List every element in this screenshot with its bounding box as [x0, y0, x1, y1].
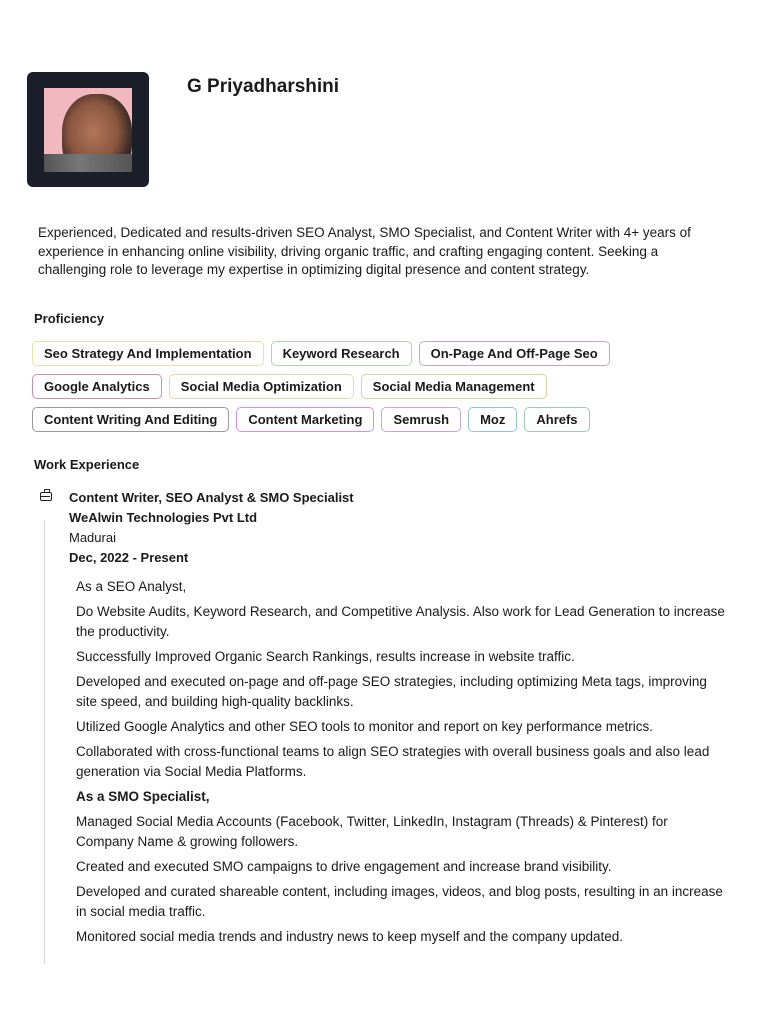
skill-chip: Keyword Research — [271, 341, 412, 366]
briefcase-icon — [40, 492, 52, 501]
job-bullet: As a SEO Analyst, — [76, 579, 187, 594]
skill-chip-list — [32, 341, 692, 432]
profile-summary: Experienced, Dedicated and results-driven SEO Analyst, SMO Specialist, and Content Writer with 4+ years of experience in enhancing online visibility, driving organic traffic, and crafting engaging content. Seeking a challenging role to leverage my expertise in optimizing digital presence and content strategy. — [38, 225, 691, 277]
profile-photo-shirt — [44, 154, 132, 172]
job-bullet: Developed and executed on-page and off-page SEO strategies, including optimizing Meta tags, improving site speed, and building high-quality backlinks. — [76, 674, 707, 709]
skill-chip: Social Media Optimization — [169, 374, 354, 399]
profile-photo — [27, 72, 149, 187]
proficiency-title: Proficiency — [34, 311, 105, 326]
skill-chip: Content Marketing — [236, 407, 374, 432]
job-bullet: Developed and curated shareable content, including images, videos, and blog posts, resulting in an increase in social media traffic. — [76, 884, 723, 919]
job-header — [69, 488, 354, 568]
work-experience-title: Work Experience — [34, 457, 140, 472]
skill-chip: On-Page And Off-Page Seo — [419, 341, 610, 366]
job-period: Dec, 2022 - Present — [69, 550, 189, 565]
job-location: Madurai — [69, 530, 116, 545]
skill-chip: Ahrefs — [524, 407, 589, 432]
profile-name: G Priyadharshini — [187, 76, 340, 97]
job-bullet: As a SMO Specialist, — [76, 789, 210, 804]
job-company: WeAlwin Technologies Pvt Ltd — [69, 510, 258, 525]
skill-chip: Seo Strategy And Implementation — [32, 341, 264, 366]
job-bullet: Collaborated with cross-functional teams to align SEO strategies with overall business goals and also lead generation via Social Media Platforms. — [76, 744, 710, 779]
job-bullet: Created and executed SMO campaigns to drive engagement and increase brand visibility. — [76, 859, 612, 874]
job-description — [76, 577, 726, 952]
job-role: Content Writer, SEO Analyst & SMO Specialist — [69, 490, 354, 505]
job-bullet: Monitored social media trends and industry news to keep myself and the company updated. — [76, 929, 624, 944]
skill-chip: Moz — [468, 407, 517, 432]
job-bullet: Successfully Improved Organic Search Rankings, results increase in website traffic. — [76, 649, 575, 664]
skill-chip: Content Writing And Editing — [32, 407, 229, 432]
job-bullet: Utilized Google Analytics and other SEO tools to monitor and report on key performance metrics. — [76, 719, 654, 734]
skill-chip: Social Media Management — [361, 374, 547, 399]
skill-chip: Google Analytics — [32, 374, 162, 399]
timeline-line — [44, 520, 45, 964]
profile-photo-image — [44, 88, 132, 172]
job-bullet: Do Website Audits, Keyword Research, and Competitive Analysis. Also work for Lead Generation to increase the productivity. — [76, 604, 725, 639]
skill-chip: Semrush — [381, 407, 461, 432]
job-bullet: Managed Social Media Accounts (Facebook, Twitter, LinkedIn, Instagram (Threads) & Pinterest) for Company Name & growing followers. — [76, 814, 668, 849]
